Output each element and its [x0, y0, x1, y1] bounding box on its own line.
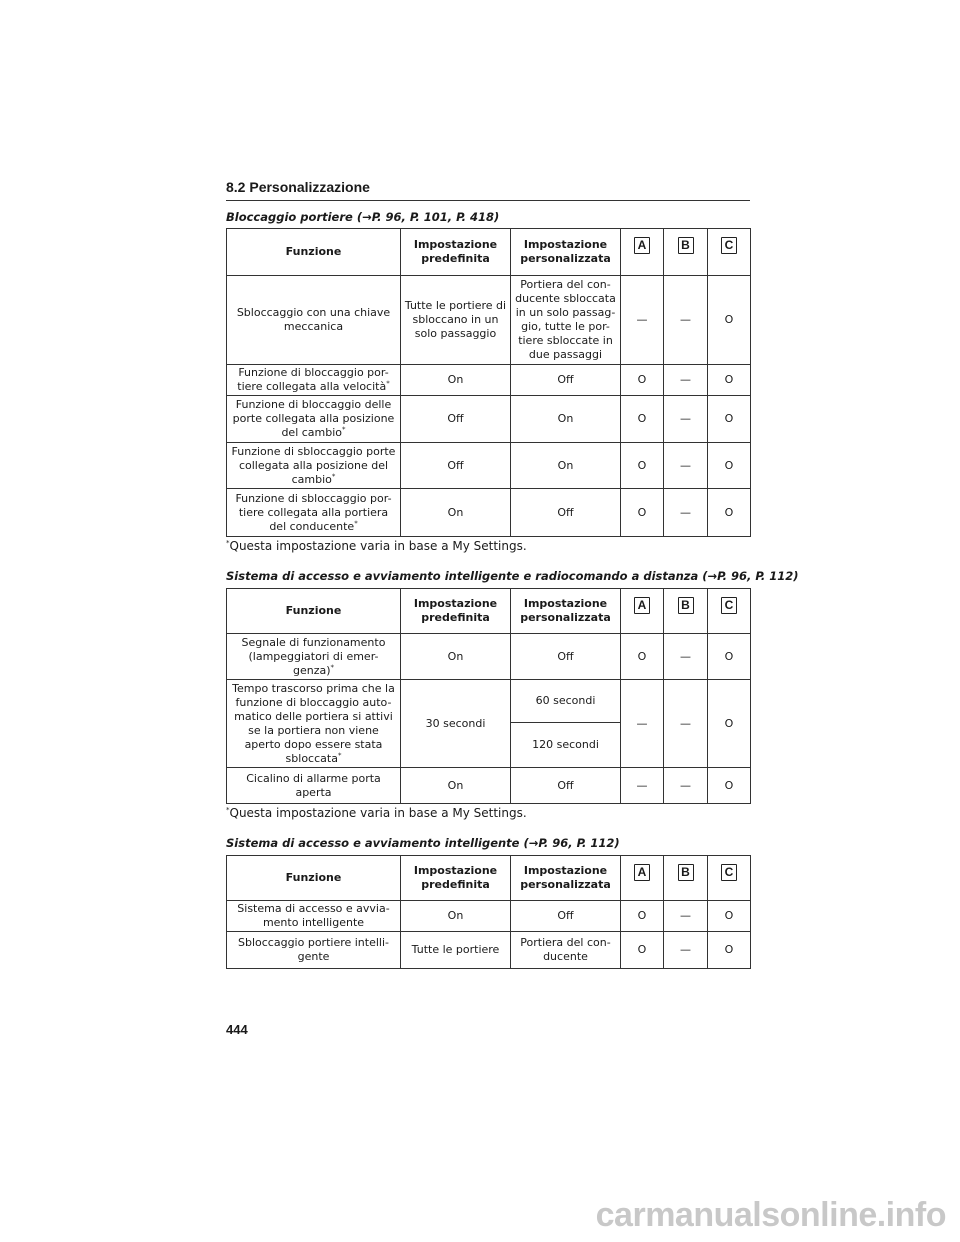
cell-b: —: [664, 932, 708, 969]
table-title-smart-entry-remote: Sistema di accesso e avviamento intelligente e radiocomando a distanza (→P. 96, P. 112): [226, 569, 799, 583]
table-title-smart-entry: Sistema di accesso e avviamento intelligente (→P. 96, P. 112): [226, 836, 620, 850]
cell-custom: Off: [511, 768, 621, 804]
cell-default: Tutte le portiere di sbloccano in un solo passaggio: [401, 276, 511, 365]
table-smart-entry-remote: [226, 588, 751, 804]
col-header-c: [708, 229, 751, 276]
cell-function-text: Tempo trascorso prima che la funzione di bloccaggio auto- matico delle portiera si attivi se la portiera non viene aperto dopo essere stata sbloccata: [232, 681, 395, 765]
col-header-custom: Impostazione personalizzata: [511, 589, 621, 634]
cell-c: O: [708, 396, 751, 443]
cell-custom: Off: [511, 489, 621, 537]
cell-c: O: [708, 768, 751, 804]
col-header-function: Funzione: [227, 229, 401, 276]
cell-c: O: [708, 932, 751, 969]
col-header-a: [621, 856, 664, 901]
cell-function: Cicalino di allarme porta aperta: [227, 768, 401, 804]
cell-b: —: [664, 901, 708, 932]
cell-function: [227, 365, 401, 396]
cell-custom: Portiera del con- ducente sbloccata in un solo passag- gio, tutte le por- tiere sbloccate in due passaggi: [511, 276, 621, 365]
cell-a: O: [621, 396, 664, 443]
badge-c: C: [721, 237, 737, 254]
cell-custom: Off: [511, 634, 621, 680]
footnote-mark: *: [331, 471, 336, 480]
cell-default: Off: [401, 443, 511, 489]
cell-function-text: Funzione di sbloccaggio por- tiere collegata alla portiera del conducente: [235, 491, 392, 533]
cell-custom: On: [511, 396, 621, 443]
cell-a: O: [621, 443, 664, 489]
footnote: [226, 806, 527, 820]
page-number: 444: [226, 1022, 248, 1037]
footnote: [226, 539, 527, 553]
col-header-b: [664, 229, 708, 276]
cell-default: 30 secondi: [401, 680, 511, 768]
badge-c: C: [721, 864, 737, 881]
col-header-c: [708, 856, 751, 901]
cell-b: —: [664, 396, 708, 443]
badge-a: A: [634, 864, 650, 881]
cell-a: —: [621, 680, 664, 768]
footnote-mark: *: [354, 518, 358, 527]
col-header-custom: Impostazione personalizzata: [511, 229, 621, 276]
cell-custom-alt: 120 secondi: [511, 723, 621, 768]
cell-custom: Off: [511, 365, 621, 396]
cell-function: [227, 680, 401, 768]
cell-default: Tutte le portiere: [401, 932, 511, 969]
cell-function: [227, 396, 401, 443]
cell-function: [227, 634, 401, 680]
section-title: 8.2 Personalizzazione: [226, 179, 370, 195]
table-door-locking: [226, 228, 751, 537]
badge-a: A: [634, 237, 650, 254]
cell-b: —: [664, 365, 708, 396]
badge-b: B: [678, 597, 694, 614]
col-header-a: [621, 589, 664, 634]
cell-c: O: [708, 634, 751, 680]
cell-default: On: [401, 489, 511, 537]
col-header-a: [621, 229, 664, 276]
badge-b: B: [678, 237, 694, 254]
cell-function: Sbloccaggio portiere intelli- gente: [227, 932, 401, 969]
col-header-c: [708, 589, 751, 634]
cell-function-text: Funzione di bloccaggio delle porte collegata alla posizione del cambio: [232, 398, 395, 439]
table-row: [227, 634, 751, 680]
cell-b: —: [664, 443, 708, 489]
cell-function: [227, 489, 401, 537]
cell-b: —: [664, 634, 708, 680]
table-row: [227, 443, 751, 489]
cell-c: O: [708, 276, 751, 365]
table-header-row: [227, 856, 751, 901]
cell-function: Sbloccaggio con una chiave meccanica: [227, 276, 401, 365]
footnote-mark: *: [226, 539, 230, 547]
cell-default: On: [401, 365, 511, 396]
footnote-mark: *: [330, 662, 335, 671]
table-header-row: [227, 589, 751, 634]
cell-function-text: Funzione di bloccaggio por- tiere collegata alla velocità: [237, 366, 389, 393]
cell-custom: Off: [511, 901, 621, 932]
table-header-row: [227, 229, 751, 276]
footnote-mark: *: [386, 379, 390, 388]
cell-function-text: Segnale di funzionamento (lampeggiatori di emer- genza): [241, 635, 386, 677]
col-header-function: Funzione: [227, 856, 401, 901]
badge-a: A: [634, 597, 650, 614]
table-title-door-locking: Bloccaggio portiere (→P. 96, P. 101, P. 418): [226, 210, 500, 224]
cell-a: O: [621, 489, 664, 537]
cell-c: O: [708, 901, 751, 932]
cell-default: On: [401, 768, 511, 804]
cell-default: On: [401, 901, 511, 932]
footnote-text: Questa impostazione varia in base a My Settings.: [229, 806, 527, 820]
cell-b: —: [664, 489, 708, 537]
table-row: [227, 680, 751, 723]
cell-function-text: Funzione di sbloccaggio porte collegata alla posizione del cambio: [231, 444, 396, 486]
col-header-default: Impostazione predefinita: [401, 589, 511, 634]
footnote-text: Questa impostazione varia in base a My Settings.: [229, 539, 527, 553]
section-header: [226, 178, 750, 201]
cell-a: —: [621, 768, 664, 804]
cell-a: O: [621, 901, 664, 932]
col-header-b: [664, 589, 708, 634]
col-header-default: Impostazione predefinita: [401, 856, 511, 901]
table-row: [227, 365, 751, 396]
cell-c: O: [708, 443, 751, 489]
cell-b: —: [664, 768, 708, 804]
table-row: [227, 932, 751, 969]
col-header-default: Impostazione predefinita: [401, 229, 511, 276]
cell-a: —: [621, 276, 664, 365]
col-header-function: Funzione: [227, 589, 401, 634]
cell-b: —: [664, 276, 708, 365]
cell-default: Off: [401, 396, 511, 443]
table-row: [227, 276, 751, 365]
table-row: [227, 901, 751, 932]
cell-a: O: [621, 932, 664, 969]
cell-b: —: [664, 680, 708, 768]
table-row: [227, 396, 751, 443]
table-row: [227, 768, 751, 804]
footnote-mark: *: [226, 806, 230, 814]
col-header-custom: Impostazione personalizzata: [511, 856, 621, 901]
cell-custom: 60 secondi: [511, 680, 621, 723]
cell-c: O: [708, 365, 751, 396]
cell-default: On: [401, 634, 511, 680]
cell-custom: On: [511, 443, 621, 489]
footnote-mark: *: [337, 750, 342, 759]
footnote-mark: *: [342, 425, 346, 434]
table-smart-entry: [226, 855, 751, 969]
watermark-url[interactable]: carmanualsonline.info: [595, 1196, 946, 1234]
badge-c: C: [721, 597, 737, 614]
col-header-b: [664, 856, 708, 901]
cell-c: O: [708, 680, 751, 768]
cell-function: Sistema di accesso e avvia- mento intelligente: [227, 901, 401, 932]
cell-a: O: [621, 634, 664, 680]
cell-c: O: [708, 489, 751, 537]
cell-function: [227, 443, 401, 489]
badge-b: B: [678, 864, 694, 881]
cell-custom: Portiera del con- ducente: [511, 932, 621, 969]
table-row: [227, 489, 751, 537]
cell-a: O: [621, 365, 664, 396]
